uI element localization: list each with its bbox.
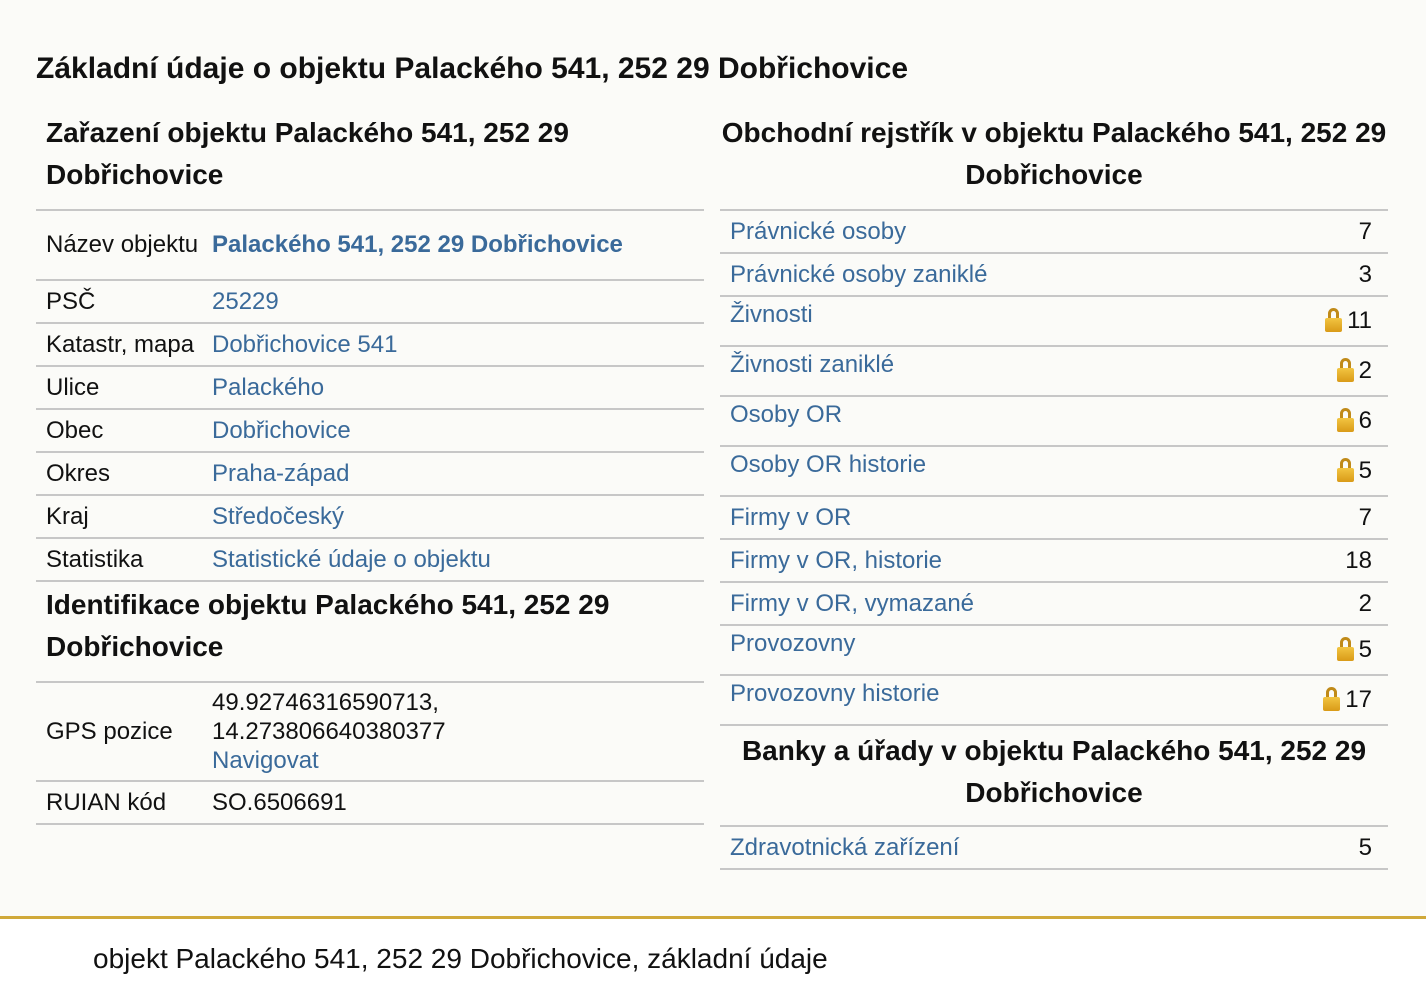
establishments-link[interactable]: Provozovny <box>730 630 856 657</box>
count-value: 5 <box>1358 636 1372 663</box>
classification-heading: Zařazení objektu Palackého 541, 252 29 Dobřichovice <box>46 117 569 190</box>
legal-entities-defunct-link[interactable]: Právnické osoby zaniklé <box>730 260 988 288</box>
table-row <box>720 539 1388 582</box>
navigate-link[interactable]: Navigovat <box>212 747 319 774</box>
count-value: 18 <box>1258 539 1388 582</box>
district-link[interactable]: Praha-západ <box>212 459 350 487</box>
right-column <box>720 110 1388 870</box>
page-title: Základní údaje o objektu Palackého 541, 252 29 Dobřichovice <box>36 52 909 85</box>
row-label: Obec <box>36 409 212 452</box>
lock-icon <box>1337 637 1354 661</box>
persons-or-link[interactable]: Osoby OR <box>730 401 843 428</box>
municipality-link[interactable]: Dobřichovice <box>212 416 351 444</box>
count-value: 7 <box>1258 496 1388 539</box>
table-row <box>36 323 704 366</box>
table-row <box>36 495 704 538</box>
table-row <box>36 366 704 409</box>
count-value: 5 <box>1358 457 1372 484</box>
table-row <box>36 409 704 452</box>
health-facilities-link[interactable]: Zdravotnická zařízení <box>730 833 960 861</box>
companies-or-history-link[interactable]: Firmy v OR, historie <box>730 546 943 574</box>
count-value: 3 <box>1258 253 1388 296</box>
register-table <box>720 209 1388 726</box>
street-link[interactable]: Palackého <box>212 373 325 401</box>
region-link[interactable]: Středočeský <box>212 502 345 530</box>
table-row <box>720 253 1388 296</box>
gps-label: GPS pozice <box>36 682 212 781</box>
table-row <box>720 210 1388 253</box>
table-row <box>720 675 1388 725</box>
banks-heading: Banky a úřady v objektu Palackého 541, 252 29 Dobřichovice <box>741 735 1367 808</box>
table-row <box>720 496 1388 539</box>
cadastre-link[interactable]: Dobřichovice 541 <box>212 330 398 358</box>
table-row <box>720 446 1388 496</box>
lock-icon <box>1337 358 1354 382</box>
row-label: Katastr, mapa <box>36 323 212 366</box>
table-row <box>720 826 1388 869</box>
gps-longitude: 14.273806640380377 <box>212 718 446 745</box>
banks-table <box>720 825 1388 870</box>
table-row <box>36 538 704 581</box>
identification-table <box>36 681 704 825</box>
table-row <box>36 280 704 323</box>
statistics-link[interactable]: Statistické údaje o objektu <box>212 545 491 573</box>
ruian-value: SO.6506691 <box>212 781 704 824</box>
lock-icon <box>1323 687 1340 711</box>
classification-table <box>36 209 704 582</box>
lock-icon <box>1337 408 1354 432</box>
trades-defunct-link[interactable]: Živnosti zaniklé <box>730 351 895 378</box>
legal-entities-link[interactable]: Právnické osoby <box>730 217 907 245</box>
persons-or-history-link[interactable]: Osoby OR historie <box>730 451 927 478</box>
count-value: 2 <box>1358 357 1372 384</box>
lock-icon <box>1337 458 1354 482</box>
row-label: Název objektu <box>36 210 212 280</box>
count-value: 6 <box>1358 407 1372 434</box>
count-value: 2 <box>1258 582 1388 625</box>
left-column <box>36 110 704 825</box>
row-label: Ulice <box>36 366 212 409</box>
table-row <box>720 296 1388 346</box>
footer-text: objekt Palackého 541, 252 29 Dobřichovice, základní údaje <box>93 943 828 974</box>
register-heading: Obchodní rejstřík v objektu Palackého 541, 252 29 Dobřichovice <box>721 117 1387 190</box>
trades-link[interactable]: Živnosti <box>730 301 813 328</box>
table-row <box>36 210 704 280</box>
table-row <box>720 582 1388 625</box>
lock-icon <box>1325 308 1342 332</box>
table-row <box>36 682 704 781</box>
object-name-link[interactable]: Palackého 541, 252 29 Dobřichovice <box>212 231 623 258</box>
count-value: 11 <box>1347 307 1372 334</box>
establishments-history-link[interactable]: Provozovny historie <box>730 680 940 707</box>
count-value: 17 <box>1345 686 1372 713</box>
footer <box>0 916 1426 993</box>
identification-heading: Identifikace objektu Palackého 541, 252 29 Dobřichovice <box>46 589 610 662</box>
ruian-label: RUIAN kód <box>36 781 212 824</box>
table-row <box>720 396 1388 446</box>
count-value: 5 <box>1315 826 1388 869</box>
table-row <box>36 781 704 824</box>
table-row <box>36 452 704 495</box>
row-label: Kraj <box>36 495 212 538</box>
row-label: PSČ <box>36 280 212 323</box>
companies-or-deleted-link[interactable]: Firmy v OR, vymazané <box>730 589 975 617</box>
row-label: Okres <box>36 452 212 495</box>
psc-link[interactable]: 25229 <box>212 287 279 315</box>
table-row <box>720 346 1388 396</box>
gps-latitude: 49.92746316590713, <box>212 689 439 716</box>
companies-or-link[interactable]: Firmy v OR <box>730 503 852 531</box>
table-row <box>720 625 1388 675</box>
count-value: 7 <box>1258 210 1388 253</box>
row-label: Statistika <box>36 538 212 581</box>
